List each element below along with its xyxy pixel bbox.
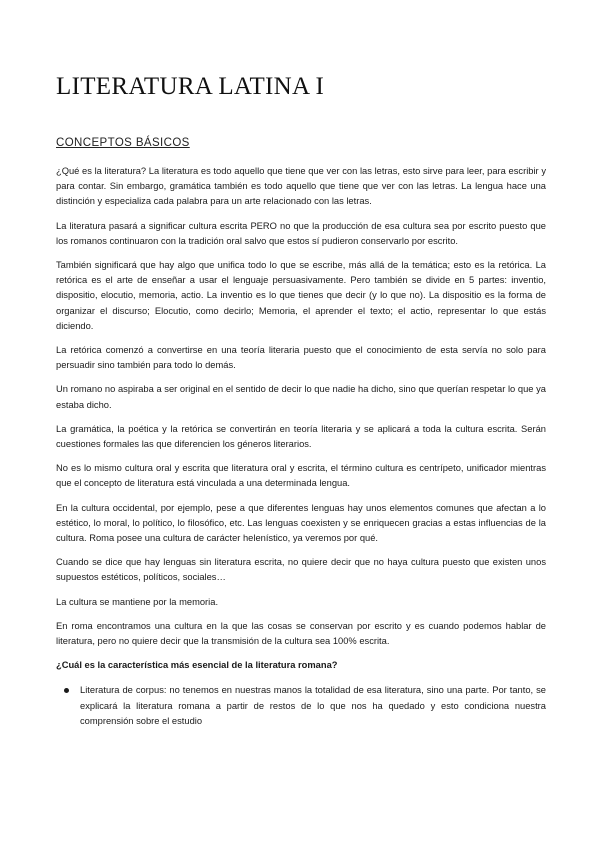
paragraph: En la cultura occidental, por ejemplo, pese a que diferentes lenguas hay unos elementos comunes que afectan a lo estético, lo moral, lo político, lo filosófico, etc. Las lenguas coexisten y se enriquecen gracias a estas influencias de la cultura. Roma posee una cultura de carácter helenístico, ya veremos por qué. — [56, 502, 546, 544]
paragraph: La retórica comenzó a convertirse en una teoría literaria puesto que el conocimiento de esta servía no solo para persuadir sino también para todo lo demás. — [56, 345, 546, 371]
paragraph: ¿Qué es la literatura? La literatura es todo aquello que tiene que ver con las letras, esto sirve para leer, para escribir y para contar. Sin embargo, gramática también es todo aquello que tiene que ver con las letras. La lengua hace una distinción y especializa cada palabra para un arte relacionado con las letras. — [56, 166, 546, 207]
paragraph: Cuando se dice que hay lenguas sin literatura escrita, no quiere decir que no haya cultura puesto que existen unos supuestos estéticos, políticos, sociales… — [56, 557, 546, 583]
paragraph: La cultura se mantiene por la memoria. — [56, 596, 219, 607]
document-body — [56, 164, 546, 729]
bullet-list — [56, 683, 546, 729]
paragraph: No es lo mismo cultura oral y escrita que literatura oral y escrita, el término cultura es centrípeto, unificador mientras que el concepto de literatura está vinculada a una determinada lengua. — [56, 463, 546, 489]
paragraph: También significará que hay algo que unifica todo lo que se escribe, más allá de la temática; esto es la retórica. La retórica es el arte de enseñar a usar el lenguaje persuasivamente. Pero también se divide en 5 partes: inventio, dispositio, elocutio, memoria, actio. La inventio es lo que tienes que decir (y lo que no). La dispositio es la forma de organizar el discurso; Elocutio, como decirlo; Memoria, el aprender el texto; el actio, representar lo que estás diciendo. — [56, 260, 546, 331]
paragraph: En roma encontramos una cultura en la que las cosas se conservan por escrito y es cuando podemos hablar de literatura, pero no quiere decir que la transmisión de la cultura sea 100% escrita. — [56, 620, 546, 647]
bullet-icon — [64, 688, 69, 693]
section-heading: CONCEPTOS BÁSICOS — [56, 137, 190, 149]
paragraph: La gramática, la poética y la retórica se convertirán en teoría literaria y se aplicará a toda la cultura escrita. Serán cuestiones formales las que diferencien los géneros literarios. — [56, 423, 546, 450]
list-item — [80, 683, 546, 729]
list-item-text: Literatura de corpus: no tenemos en nuestras manos la totalidad de esa literatura, sino una parte. Por tanto, se explicará la literatura romana a partir de restos de lo que nos ha quedado y esto condiciona nuestra comprensión sobre el estudio — [80, 685, 546, 726]
question-heading: ¿Cuál es la característica más esencial de la literatura romana? — [56, 660, 338, 671]
paragraph: La literatura pasará a significar cultura escrita PERO no que la producción de esa cultura sea por escrito puesto que los romanos continuaron con la tradición oral salvo que estos sí pudieron conservarlo por escrito. — [56, 220, 546, 246]
paragraph: Un romano no aspiraba a ser original en el sentido de decir lo que nadie ha dicho, sino que querían respetar lo que ya estaba dicho. — [56, 384, 546, 410]
document-title: LITERATURA LATINA I — [56, 73, 325, 100]
